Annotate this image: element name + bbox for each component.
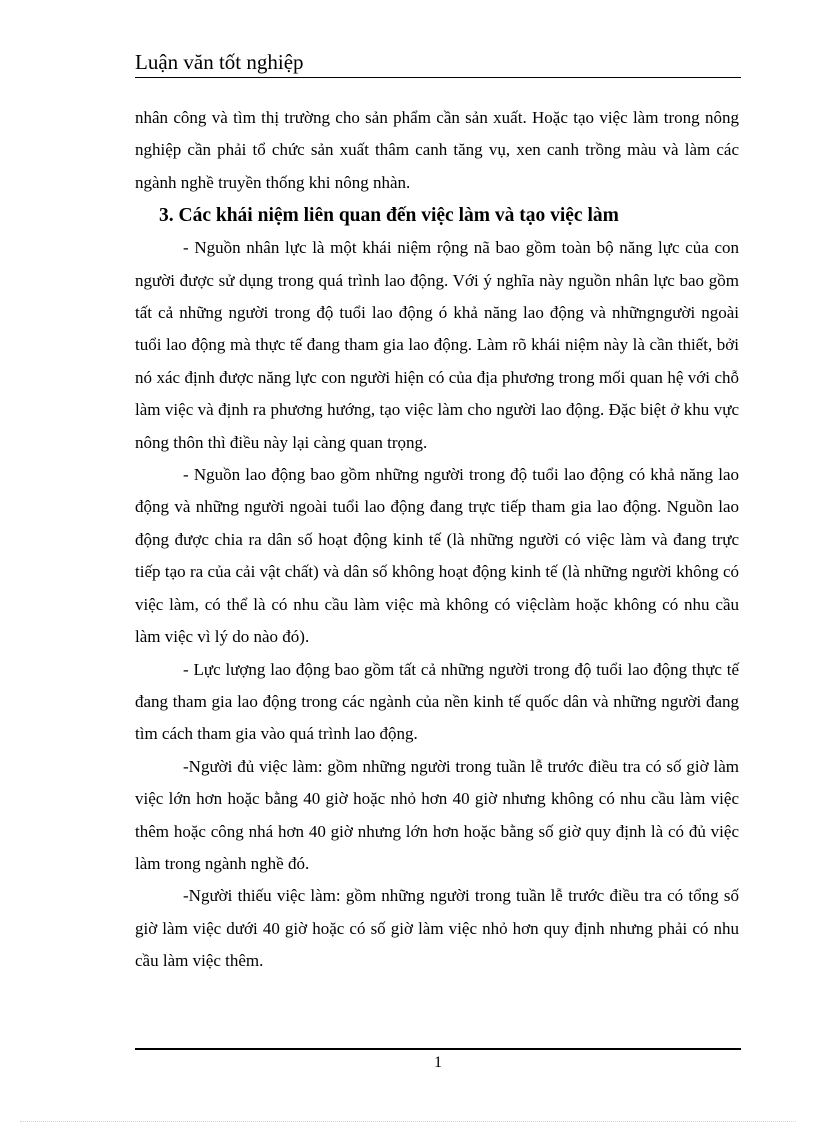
- intro-paragraph: nhân công và tìm thị trường cho sản phẩm cần sản xuất. Hoặc tạo việc làm trong nông nghiệp cần phải tổ chức sản xuất thâm canh tăng vụ, xen canh trồng màu và làm các ngành nghề truyền thống khi nông nhàn.: [135, 108, 739, 192]
- page-edge-divider: [20, 1121, 796, 1122]
- page-number: 1: [434, 1054, 442, 1071]
- paragraph-human-resources: - Nguồn nhân lực là một khái niệm rộng nã bao gồm toàn bộ năng lực của con người được sử dụng trong quá trình lao động. Với ý nghĩa này nguồn nhân lực bao gồm tất cả những người trong độ tuổi lao động ó khả năng lao động và nhữngngười ngoài tuổi lao động mà thực tế đang tham gia lao động. Làm rõ khái niệm này là cần thiết, bởi nó xác định được năng lực con người hiện có của địa phương trong mối quan hệ với chỗ làm việc và định ra phương hướng, tạo việc làm cho người lao động. Đặc biệt ở khu vực nông thôn thì điều này lại càng quan trọng.: [135, 238, 739, 452]
- page-header: [135, 46, 741, 78]
- section-heading: 3. Các khái niệm liên quan đến việc làm và tạo việc làm: [159, 205, 619, 227]
- page-footer: [135, 1048, 741, 1071]
- document-body: [135, 102, 739, 978]
- paragraph-underemployed: -Người thiếu việc làm: gồm những người trong tuần lễ trước điều tra có tổng số giờ làm việc dưới 40 giờ hoặc có số giờ làm việc nhỏ hơn quy định nhưng phải có nhu cầu làm việc thêm.: [135, 886, 739, 971]
- paragraph-labor-force: - Lực lượng lao động bao gồm tất cả những người trong độ tuổi lao động thực tế đang tham gia lao động trong các ngành của nền kinh tế quốc dân và những người đang tìm cách tham gia vào quá trình lao động.: [135, 659, 739, 744]
- document-title: Luận văn tốt nghiệp: [135, 50, 304, 74]
- paragraph-fully-employed: -Người đủ việc làm: gồm những người trong tuần lễ trước điều tra có số giờ làm việc lớn hơn hoặc bằng 40 giờ hoặc nhỏ hơn 40 giờ nhưng không có nhu cầu làm việc thêm hoặc công nhá hơn 40 giờ nhưng lớn hơn hoặc bằng số giờ quy định là có đủ việc làm trong ngành nghề đó.: [135, 756, 739, 873]
- paragraph-labor-source: - Nguồn lao động bao gồm những người trong độ tuổi lao động có khả năng lao động và những người ngoài tuổi lao động đang trực tiếp tham gia lao động. Nguồn lao động được chia ra dân số hoạt động kinh tế (là những người có việc làm và đang trực tiếp tạo ra của cải vật chất) và dân số không hoạt động kinh tế (là những người không có việc làm, có thể là có nhu cầu làm việc mà không có việclàm hoặc không có nhu cầu làm việc vì lý do nào đó).: [135, 465, 739, 647]
